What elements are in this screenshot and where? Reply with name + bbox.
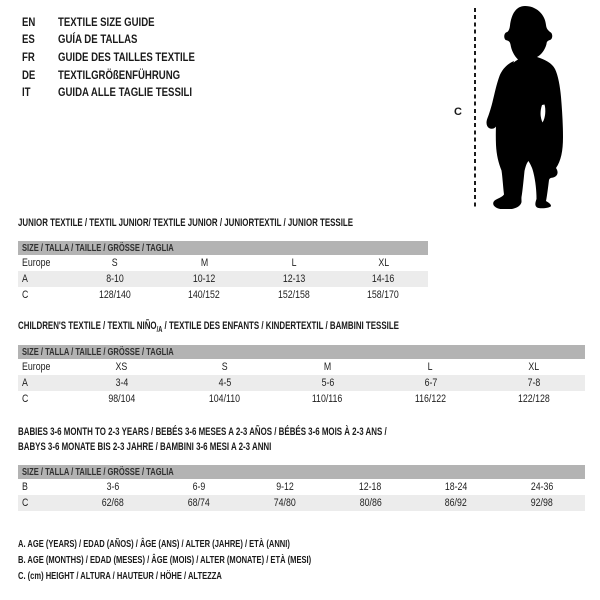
table-cell: 158/170 <box>367 289 400 301</box>
table-cell: 104/110 <box>208 393 241 405</box>
table-cell: M <box>200 257 208 269</box>
language-code: FR <box>22 49 35 64</box>
table-cell: 3-4 <box>115 377 128 389</box>
size-header-bar: SIZE / TALLA / TAILLE / GRÖSSE / TAGLIA <box>18 241 428 255</box>
row-label: C <box>22 393 29 405</box>
row-label: Europe <box>22 361 51 373</box>
junior-size-table <box>18 241 428 303</box>
table-cell: 68/74 <box>187 497 210 509</box>
size-header-bar: SIZE / TALLA / TAILLE / GRÖSSE / TAGLIA <box>18 345 585 359</box>
language-code: EN <box>22 14 36 29</box>
language-row-en <box>22 13 229 31</box>
table-cell: 9-12 <box>275 481 294 493</box>
table-cell: M <box>323 361 332 373</box>
language-title: GUIDA ALLE TAGLIE TESSILI <box>58 85 193 100</box>
language-code: IT <box>22 85 31 100</box>
junior-section-title: JUNIOR TEXTILE / TEXTIL JUNIOR/ TEXTILE JUNIOR / JUNIORTEXTIL / JUNIOR TESSILE <box>18 217 354 229</box>
table-cell: XL <box>377 257 389 269</box>
table-cell: 128/140 <box>98 289 131 301</box>
table-cell: 24-36 <box>530 481 554 493</box>
table-cell: 140/152 <box>188 289 221 301</box>
row-label: Europe <box>22 257 51 269</box>
table-row <box>18 479 585 495</box>
table-row <box>18 287 428 303</box>
table-cell: 18-24 <box>444 481 468 493</box>
table-cell: 110/116 <box>312 393 343 405</box>
table-cell: 5-6 <box>321 377 334 389</box>
table-cell: S <box>111 257 118 269</box>
row-label: A <box>22 273 28 285</box>
language-title: TEXTILGRÖßENFÜHRUNG <box>58 67 181 82</box>
height-dashed-line <box>474 8 476 208</box>
table-cell: XL <box>528 361 539 373</box>
table-row <box>18 495 585 511</box>
footnote-legend <box>18 536 425 584</box>
table-cell: 98/104 <box>108 393 135 405</box>
table-row <box>18 359 585 375</box>
table-cell: 62/68 <box>101 497 124 509</box>
table-cell: 80/86 <box>359 497 382 509</box>
language-title: GUÍA DE TALLAS <box>58 32 138 47</box>
toddler-silhouette-image <box>483 5 571 209</box>
table-cell: 3-6 <box>106 481 120 493</box>
table-cell: 86/92 <box>445 497 468 509</box>
table-cell: 116/122 <box>414 393 447 405</box>
height-marker-label: C <box>454 106 462 118</box>
table-cell: 12-13 <box>282 273 305 285</box>
language-row-es <box>22 31 229 49</box>
row-label: B <box>22 481 28 493</box>
row-label: C <box>22 497 29 509</box>
language-row-de <box>22 66 229 84</box>
table-cell: 14-16 <box>371 273 395 285</box>
language-code: DE <box>22 67 36 82</box>
children-size-table <box>18 345 585 407</box>
babies-size-table <box>18 465 585 511</box>
table-row <box>18 255 428 271</box>
table-cell: 122/128 <box>517 393 550 405</box>
row-label: C <box>22 289 29 301</box>
footnote-a: A. AGE (YEARS) / EDAD (AÑOS) / ÂGE (ANS) / ALTER (JAHRE) / ETÀ (ANNI) <box>18 538 290 550</box>
language-row-it <box>22 83 229 101</box>
table-cell: 10-12 <box>192 273 216 285</box>
table-cell: 152/158 <box>277 289 310 301</box>
table-cell: S <box>221 361 228 373</box>
language-title: TEXTILE SIZE GUIDE <box>58 14 155 29</box>
table-cell: 12-18 <box>359 481 382 493</box>
footnote-b: B. AGE (MONTHS) / EDAD (MESES) / ÂGE (MOIS) / ALTER (MONATE) / ETÀ (MESI) <box>18 554 312 566</box>
language-code: ES <box>22 32 35 47</box>
table-cell: 7-8 <box>527 377 540 389</box>
language-row-fr <box>22 48 229 66</box>
table-cell: 6-7 <box>424 377 437 389</box>
row-label: A <box>22 377 28 389</box>
table-cell: 92/98 <box>531 497 554 509</box>
children-section-title: CHILDREN'S TEXTILE / TEXTIL $NIÑO_{/A}$ / TEXTILE DES ENFANTS / KINDERTEXTIL / BAMBINI TESSILE <box>18 320 399 335</box>
table-row <box>18 375 585 391</box>
table-cell: XS <box>115 361 128 373</box>
table-cell: 4-5 <box>218 377 231 389</box>
language-title-list <box>22 13 229 101</box>
size-header-bar: SIZE / TALLA / TAILLE / GRÖSSE / TAGLIA <box>18 465 585 479</box>
language-title: GUIDE DES TAILLES TEXTILE <box>58 49 195 64</box>
table-cell: 6-9 <box>192 481 206 493</box>
table-cell: L <box>428 361 433 373</box>
table-cell: 8-10 <box>105 273 124 285</box>
table-row <box>18 271 428 287</box>
table-row <box>18 391 585 407</box>
table-cell: 74/80 <box>273 497 296 509</box>
title-subscript: /A <box>156 325 163 335</box>
footnote-c: C. (cm) HEIGHT / ALTURA / HAUTEUR / HÖHE / ALTEZZA <box>18 570 222 582</box>
babies-section-title: BABIES 3-6 MONTH TO 2-3 YEARS / BEBÉS 3-6 MESES A 2-3 AÑOS / BÉBÉS 3-6 MOIS À 2-3 ANS / BABYS 3-6 MONATE BIS 2-3 JAHRE / BAMBINI 3-6 MESI A 2-3 ANNI <box>18 426 387 453</box>
table-cell: L <box>291 257 297 269</box>
